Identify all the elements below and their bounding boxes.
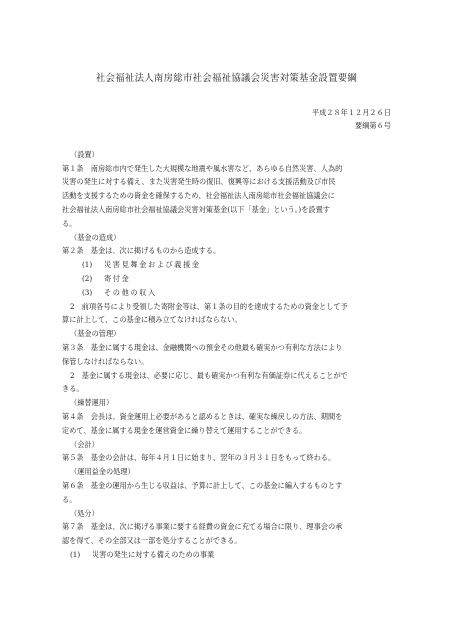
list-item [62, 548, 391, 562]
article-text-line: 活動を支援するための資金を確保するため、社会福祉法人南房総市社会福祉協議会に [62, 191, 335, 201]
item-number: (3) [82, 287, 93, 297]
clause-number: 2 [70, 370, 75, 380]
section-heading: （運用益金の処理） [70, 467, 135, 477]
clause-text-line: きる。 [62, 384, 84, 394]
item-number: (1) [82, 260, 93, 270]
article-6 [62, 479, 391, 507]
article-5 [62, 451, 391, 465]
article-1 [62, 162, 391, 231]
article-7 [62, 520, 391, 561]
item-number: (2) [82, 273, 93, 283]
article-text-line: 会長は、資金運用上必要があると認めるときは、確実な繰戻しの方法、期間を [90, 411, 343, 421]
article-text-line: 災害の発生に対する備え、また災害発生時の復旧、復興等における支援活動及び市民 [62, 177, 336, 187]
article-text-line: る。 [62, 494, 77, 504]
clause-text-line: 基金に属する現金は、必要に応じ、最も確実かつ有利な有価証券に代えることがで [81, 370, 348, 380]
section-heading: （会計） [70, 439, 99, 449]
item-number: (1) [70, 549, 81, 559]
article-number: 第４条 [62, 411, 84, 421]
article-text-line: 基金の会計は、毎年４月１日に始まり、翌年の３月３１日をもって終わる。 [90, 453, 336, 463]
article-text-line: 基金は、次に掲げるものから造成する。 [90, 246, 221, 256]
article-2 [62, 244, 391, 327]
section-heading: （繰替運用） [70, 398, 114, 408]
item-text: 災害見舞金および義援金 [104, 260, 201, 270]
list-item [62, 272, 391, 286]
document-meta [62, 106, 391, 132]
item-text: 寄付金 [104, 273, 131, 283]
article-number: 第５条 [62, 453, 84, 463]
clause-text-line: 算に計上して、この基金に積み立てなければならない。 [62, 315, 242, 325]
clause-text-line: 前項各号により受領した寄附金等は、第１条の目的を達成するための資金として予 [81, 301, 348, 311]
list-item [62, 258, 391, 272]
article-number: 第２条 [62, 246, 84, 256]
list-item [62, 286, 391, 300]
article-number: 第７条 [62, 522, 84, 532]
document-number: 要綱第６号 [355, 120, 391, 130]
document-title: 社会福祉法人南房総市社会福祉協議会災害対策基金設置要綱 [95, 73, 358, 84]
article-text-line: る。 [62, 218, 77, 228]
item-text: 災害の発生に対する備えのための事業 [92, 549, 215, 559]
article-text-line: 基金は、次に掲げる事業に要する経費の資金に充てる場合に限り、理事会の承 [90, 522, 343, 532]
article-number: 第６条 [62, 480, 84, 490]
article-text-line: 社会福祉法人南房総市社会福祉協議会災害対策基金(以下「基金」という。)を設置す [62, 204, 330, 214]
article-4 [62, 410, 391, 438]
section-heading: （設置） [70, 149, 99, 159]
article-text-line: 認を得て、その全部又は一部を処分することができる。 [62, 536, 242, 546]
article-number: 第１条 [62, 163, 84, 173]
section-heading: （基金の管理） [70, 329, 121, 339]
article-text-line: 定めて、基金に属する現金を運営資金に繰り替えて運用することができる。 [62, 425, 307, 435]
section-heading: （処分） [70, 508, 99, 518]
item-text: その他の収入 [104, 287, 157, 297]
section-heading: （基金の造成） [70, 232, 121, 242]
article-text-line: 保管しなければならない。 [62, 356, 149, 366]
article-text-line: 南房総市内で発生した大規模な地震や風水害など、あらゆる自然災害、人為的 [90, 163, 343, 173]
document-date: 平成２８年１２月２６日 [311, 107, 391, 117]
article-text-line: 基金の運用から生じる収益は、予算に計上して、この基金に編入するものとす [90, 480, 343, 490]
article-number: 第３条 [62, 342, 84, 352]
article-text-line: 基金に属する現金は、金融機関への預金その他最も確実かつ有利な方法により [90, 342, 343, 352]
article-3 [62, 341, 391, 396]
clause-number: 2 [70, 301, 75, 311]
